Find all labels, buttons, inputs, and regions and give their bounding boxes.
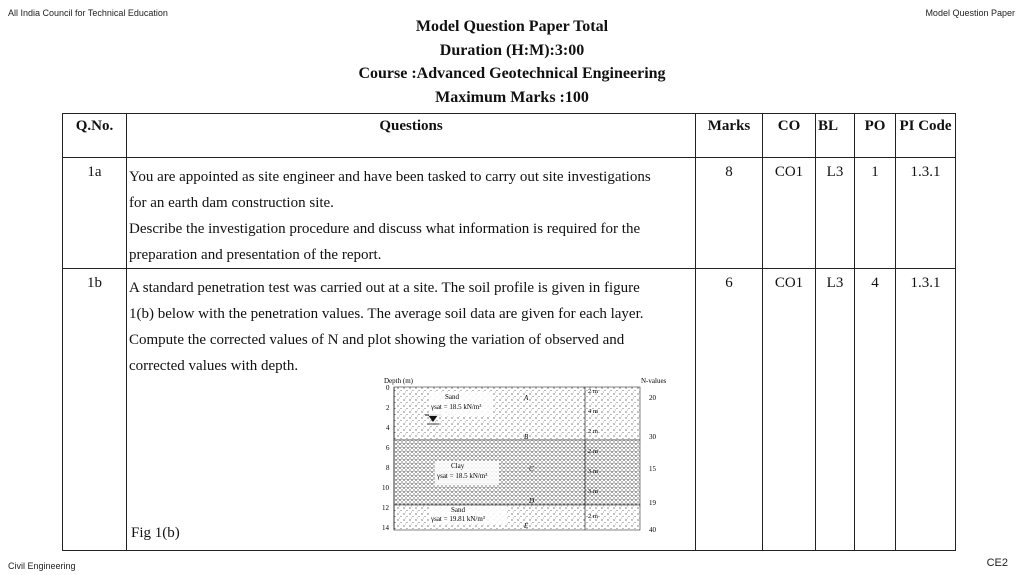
pi-code-cell: 1.3.1: [896, 158, 956, 269]
depth-tick: 4: [386, 424, 390, 432]
layer1-unit-weight: γsat = 18.5 kN/m³: [431, 403, 482, 411]
header-organization: All India Council for Technical Education: [8, 8, 168, 18]
po-cell: 1: [855, 158, 896, 269]
duration: Duration (H:M):3:00: [439, 41, 585, 59]
footer-code: CE2: [986, 557, 1008, 569]
bl-cell: L3: [816, 158, 855, 269]
spacing-label: 2 m: [588, 388, 598, 395]
question-line: for an earth dam construction site.: [129, 195, 334, 211]
point-label: D: [529, 497, 535, 505]
qno-cell: 1b: [63, 269, 127, 551]
col-header-questions: Questions: [127, 114, 696, 158]
n-value: 15: [649, 465, 656, 473]
depth-tick: 8: [386, 464, 390, 472]
co-cell: CO1: [763, 158, 816, 269]
question-line: A standard penetration test was carried out at a site. The soil profile is given in figure: [129, 280, 640, 296]
question-cell: [127, 158, 696, 269]
marks-cell: 8: [696, 158, 763, 269]
question-line: You are appointed as site engineer and have been tasked to carry out site investigations: [129, 169, 651, 185]
layer2-unit-weight: γsat = 18.5 kN/m³: [437, 472, 488, 480]
course-name: Course :Advanced Geotechnical Engineering: [358, 65, 666, 82]
pi-code-cell: 1.3.1: [896, 269, 956, 551]
title-block: [0, 15, 1024, 109]
question-line: corrected values with depth.: [129, 358, 299, 374]
po-cell: 4: [855, 269, 896, 551]
n-value: 30: [649, 433, 656, 441]
col-header-co: CO: [763, 114, 816, 158]
table-row: [63, 269, 956, 551]
depth-tick: 6: [386, 444, 390, 452]
spacing-label: 2 m: [588, 448, 598, 455]
bl-cell: L3: [816, 269, 855, 551]
n-value: 19: [649, 499, 656, 507]
marks-cell: 6: [696, 269, 763, 551]
point-label: C: [529, 465, 534, 473]
question-line: preparation and presentation of the report.: [129, 247, 382, 263]
question-line: 1(b) below with the penetration values. The average soil data are given for each layer.: [129, 306, 644, 322]
depth-tick: 0: [386, 384, 390, 392]
point-label: A: [524, 394, 529, 402]
spacing-label: 4 m: [588, 408, 598, 415]
paper-title: Model Question Paper Total: [415, 18, 609, 35]
col-header-marks: Marks: [696, 114, 763, 158]
spacing-label: 2 m: [588, 513, 598, 520]
header-doc-type: Model Question Paper: [925, 8, 1015, 18]
n-value: 20: [649, 394, 656, 402]
question-line: Describe the investigation procedure and discuss what information is required for the: [129, 221, 641, 237]
table-row: [63, 158, 956, 269]
point-label: B: [524, 433, 529, 441]
figure-caption: Fig 1(b): [131, 525, 180, 541]
spacing-label: 2 m: [588, 428, 598, 435]
depth-ticks: [382, 384, 390, 532]
soil-profile-diagram: [379, 375, 679, 545]
layer2-name: Clay: [451, 462, 465, 470]
col-header-qno: Q.No.: [63, 114, 127, 158]
depth-axis-header: Depth (m): [384, 377, 413, 385]
table-header-row: [63, 114, 956, 158]
point-label: E: [524, 522, 529, 530]
n-values-header: N-values: [641, 377, 667, 385]
col-header-po: PO: [855, 114, 896, 158]
col-header-pi-code: PI Code: [896, 114, 956, 158]
footer-department: Civil Engineering: [8, 561, 76, 571]
qno-cell: 1a: [63, 158, 127, 269]
n-values: [649, 394, 657, 534]
clay-layer: [394, 440, 640, 505]
n-value: 40: [649, 526, 656, 534]
question-line: Compute the corrected values of N and plot showing the variation of observed and: [129, 332, 625, 348]
maximum-marks: Maximum Marks :100: [435, 88, 589, 106]
question-table: [62, 113, 956, 551]
spacing-label: 3 m: [588, 468, 598, 475]
spacing-label: 3 m: [588, 488, 598, 495]
layer3-unit-weight: γsat = 19.81 kN/m³: [431, 515, 485, 523]
col-header-bl: BL: [816, 114, 855, 158]
layer1-name: Sand: [445, 393, 459, 401]
depth-tick: 2: [386, 404, 390, 412]
depth-tick: 14: [382, 524, 389, 532]
depth-tick: 12: [382, 504, 389, 512]
depth-tick: 10: [382, 484, 389, 492]
layer3-name: Sand: [451, 506, 465, 514]
question-cell: [127, 269, 696, 551]
soil-profile-figure: [379, 375, 739, 545]
co-cell: CO1: [763, 269, 816, 551]
